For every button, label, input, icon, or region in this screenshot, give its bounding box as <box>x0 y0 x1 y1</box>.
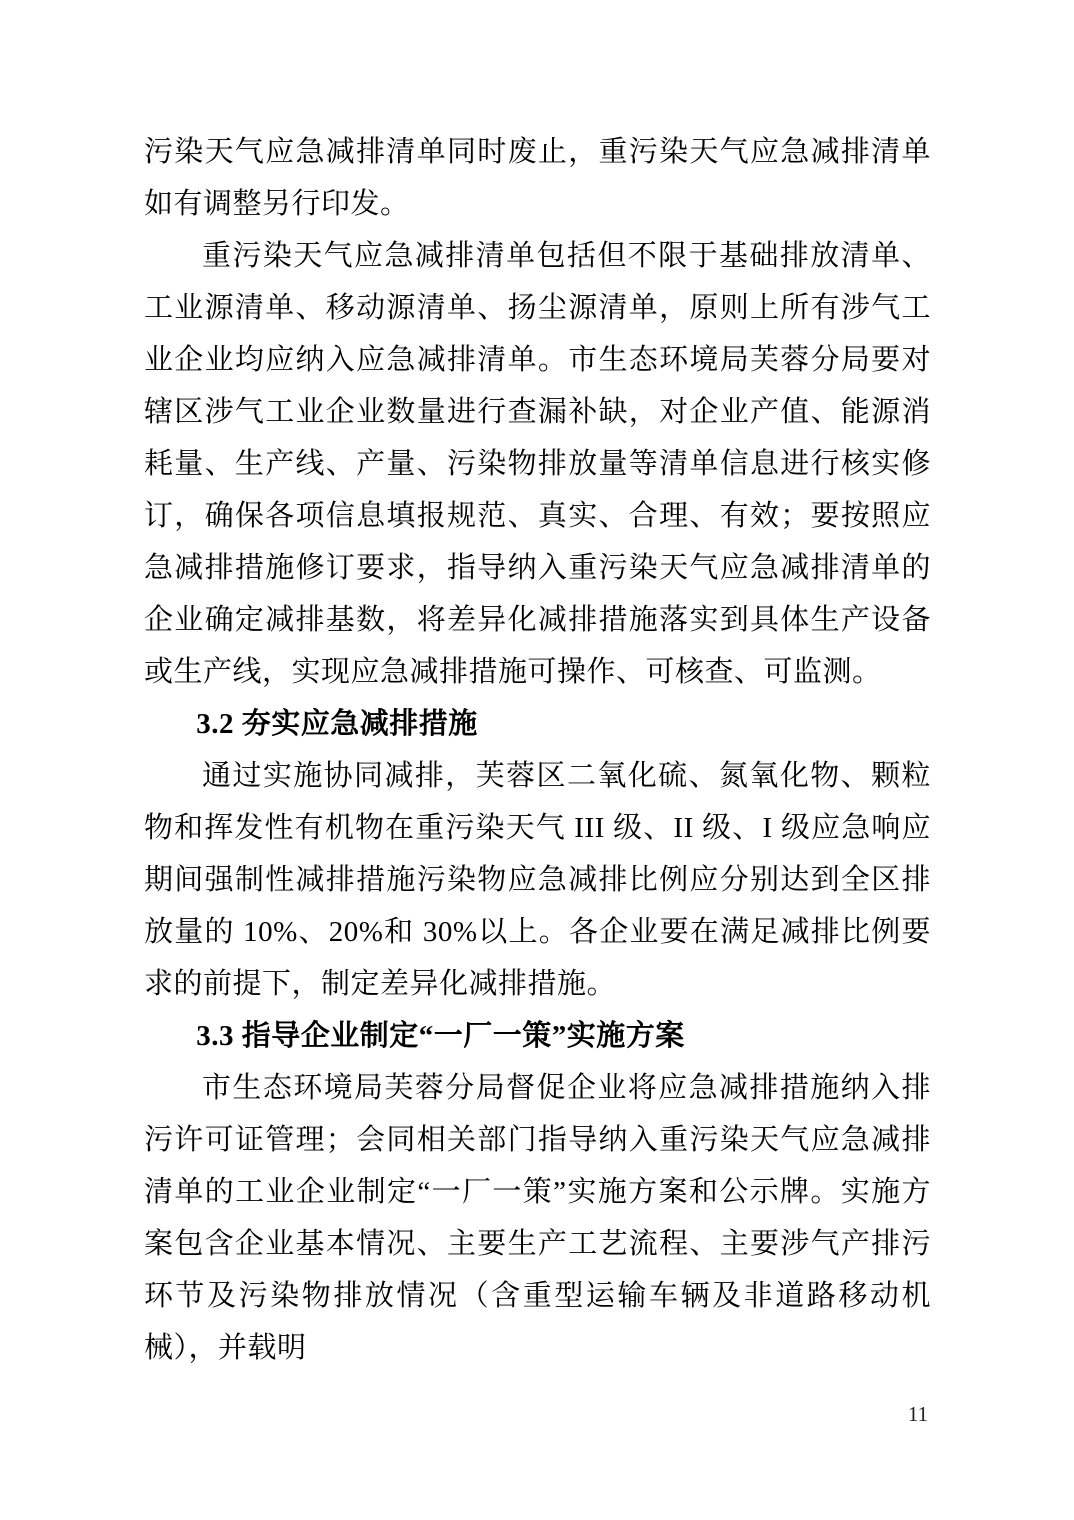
section-heading-3-2: 3.2 夯实应急减排措施 <box>196 708 478 740</box>
paragraph-reduction-ratios: 通过实施协同减排，芙蓉区二氧化硫、氮氧化物、颗粒物和挥发性有机物在重污染天气 III 级、II 级、I 级应急响应期间强制性减排措施污染物应急减排比例应分别达到全区排放量的 10%、20%和 30%以上。各企业要在满足减排比例要求的前提下，制定差异化减排措施。 <box>144 760 931 1000</box>
section-heading-3-3: 3.3 指导企业制定“一厂一策”实施方案 <box>196 1020 685 1052</box>
paragraph-list-abolish-continuation: 污染天气应急减排清单同时废止，重污染天气应急减排清单如有调整另行印发。 <box>144 136 931 220</box>
page-number: 11 <box>907 1402 929 1426</box>
page-body <box>144 126 931 1374</box>
paragraph-emission-reduction-inventory: 重污染天气应急减排清单包括但不限于基础排放清单、工业源清单、移动源清单、扬尘源清单，原则上所有涉气工业企业均应纳入应急减排清单。市生态环境局芙蓉分局要对辖区涉气工业企业数量进行查漏补缺，对企业产值、能源消耗量、生产线、产量、污染物排放量等清单信息进行核实修订，确保各项信息填报规范、真实、合理、有效；要按照应急减排措施修订要求，指导纳入重污染天气应急减排清单的企业确定减排基数，将差异化减排措施落实到具体生产设备或生产线，实现应急减排措施可操作、可核查、可监测。 <box>144 240 931 688</box>
paragraph-one-plant-one-policy: 市生态环境局芙蓉分局督促企业将应急减排措施纳入排污许可证管理；会同相关部门指导纳入重污染天气应急减排清单的工业企业制定“一厂一策”实施方案和公示牌。实施方案包含企业基本情况、主要生产工艺流程、主要涉气产排污环节及污染物排放情况（含重型运输车辆及非道路移动机械），并载明 <box>144 1072 931 1364</box>
